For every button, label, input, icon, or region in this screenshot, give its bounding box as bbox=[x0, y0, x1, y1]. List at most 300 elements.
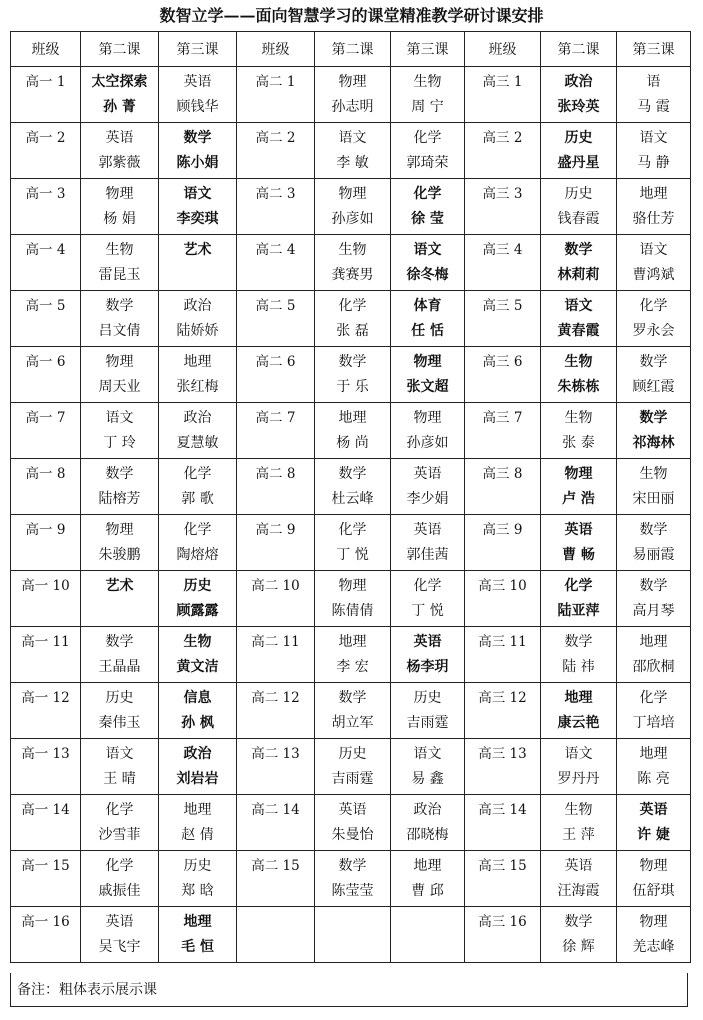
subject-label: 生物 bbox=[413, 74, 442, 90]
subject-label: 语文 bbox=[639, 242, 668, 258]
class-cell bbox=[11, 571, 81, 627]
lesson-cell bbox=[315, 235, 391, 291]
lesson-cell bbox=[315, 67, 391, 123]
lesson-cell bbox=[541, 739, 617, 795]
class-cell bbox=[11, 179, 81, 235]
lesson-cell bbox=[81, 459, 159, 515]
lesson-cell bbox=[81, 403, 159, 459]
lesson-cell bbox=[541, 179, 617, 235]
lesson-cell bbox=[617, 851, 691, 907]
subject-label: 化学 bbox=[639, 298, 668, 314]
class-name: 高二 4 bbox=[255, 242, 296, 258]
teacher-name: 张文超 bbox=[406, 379, 449, 395]
class-name: 高三 4 bbox=[482, 242, 523, 258]
lesson-cell bbox=[81, 515, 159, 571]
teacher-name: 陈倩倩 bbox=[331, 603, 374, 619]
subject-label: 数学 bbox=[639, 354, 668, 370]
lesson-cell bbox=[617, 179, 691, 235]
teacher-name: 郑 晗 bbox=[181, 883, 214, 899]
class-cell bbox=[11, 67, 81, 123]
lesson-cell bbox=[391, 291, 465, 347]
teacher-name: 秦伟玉 bbox=[98, 715, 141, 731]
teacher-name: 吴飞宇 bbox=[98, 939, 141, 955]
subject-label: 地理 bbox=[183, 914, 212, 930]
lesson-cell bbox=[541, 403, 617, 459]
teacher-name: 吉雨霆 bbox=[331, 771, 374, 787]
subject-label: 化学 bbox=[183, 466, 212, 482]
teacher-name: 孙 菁 bbox=[103, 99, 136, 115]
subject-label: 数学 bbox=[183, 130, 212, 146]
header-row bbox=[11, 32, 691, 67]
subject-label: 地理 bbox=[639, 634, 668, 650]
teacher-name: 杜云峰 bbox=[331, 491, 374, 507]
subject-label: 数学 bbox=[564, 634, 593, 650]
lesson-cell bbox=[159, 67, 237, 123]
lesson-cell bbox=[159, 459, 237, 515]
subject-label: 语文 bbox=[105, 746, 134, 762]
subject-label: 化学 bbox=[183, 522, 212, 538]
teacher-name: 宋田丽 bbox=[632, 491, 675, 507]
lesson-cell bbox=[617, 683, 691, 739]
teacher-name: 张玲英 bbox=[557, 99, 600, 115]
lesson-cell bbox=[81, 907, 159, 963]
class-cell bbox=[11, 683, 81, 739]
class-name: 高二 3 bbox=[255, 186, 296, 202]
class-cell bbox=[465, 67, 541, 123]
lesson-cell bbox=[391, 571, 465, 627]
class-cell bbox=[11, 403, 81, 459]
subject-label: 化学 bbox=[413, 578, 442, 594]
subject-label: 语文 bbox=[564, 746, 593, 762]
teacher-name: 杨 尚 bbox=[336, 435, 369, 451]
teacher-name: 马 静 bbox=[637, 155, 670, 171]
subject-label: 生物 bbox=[564, 354, 593, 370]
class-name: 高一 12 bbox=[21, 690, 70, 706]
class-name: 高三 12 bbox=[478, 690, 527, 706]
lesson-cell bbox=[541, 515, 617, 571]
teacher-name: 李奕琪 bbox=[176, 211, 219, 227]
class-name: 高二 12 bbox=[251, 690, 300, 706]
teacher-name: 顾钱华 bbox=[176, 99, 219, 115]
class-name: 高三 11 bbox=[478, 634, 527, 650]
teacher-name: 邵欣桐 bbox=[632, 659, 675, 675]
teacher-name: 郭紫薇 bbox=[98, 155, 141, 171]
subject-label: 地理 bbox=[183, 802, 212, 818]
lesson-cell bbox=[391, 627, 465, 683]
lesson-cell bbox=[159, 851, 237, 907]
subject-label: 艺术 bbox=[183, 242, 212, 258]
subject-label: 体育 bbox=[413, 298, 442, 314]
table-row bbox=[11, 907, 691, 963]
subject-label: 政治 bbox=[183, 410, 212, 426]
class-name: 高一 5 bbox=[25, 298, 66, 314]
class-cell bbox=[11, 347, 81, 403]
class-cell bbox=[237, 683, 315, 739]
teacher-name: 卢 浩 bbox=[562, 491, 595, 507]
class-cell bbox=[465, 291, 541, 347]
subject-label: 英语 bbox=[338, 802, 367, 818]
lesson-cell bbox=[391, 459, 465, 515]
teacher-name: 王晶晶 bbox=[98, 659, 141, 675]
subject-label: 化学 bbox=[564, 578, 593, 594]
teacher-name: 丁 玲 bbox=[103, 435, 136, 451]
teacher-name: 朱骏鹏 bbox=[98, 547, 141, 563]
class-cell bbox=[11, 291, 81, 347]
class-cell bbox=[465, 347, 541, 403]
subject-label: 物理 bbox=[639, 858, 668, 874]
class-cell bbox=[11, 235, 81, 291]
lesson-cell bbox=[541, 683, 617, 739]
subject-label: 历史 bbox=[183, 858, 212, 874]
teacher-name: 孙志明 bbox=[331, 99, 374, 115]
teacher-name: 陈莹莹 bbox=[331, 883, 374, 899]
subject-label: 生物 bbox=[639, 466, 668, 482]
subject-label: 物理 bbox=[639, 914, 668, 930]
subject-label: 地理 bbox=[338, 634, 367, 650]
table-row bbox=[11, 179, 691, 235]
class-cell bbox=[237, 907, 315, 963]
class-cell bbox=[237, 123, 315, 179]
teacher-name: 陆榕芳 bbox=[98, 491, 141, 507]
teacher-name: 郭 歌 bbox=[181, 491, 214, 507]
lesson-cell bbox=[159, 123, 237, 179]
teacher-name: 罗永会 bbox=[632, 323, 675, 339]
teacher-name: 杨李玥 bbox=[406, 659, 449, 675]
class-name: 高三 9 bbox=[482, 522, 523, 538]
subject-label: 地理 bbox=[639, 746, 668, 762]
teacher-name: 孙 枫 bbox=[181, 715, 214, 731]
class-cell bbox=[237, 67, 315, 123]
teacher-name: 徐 辉 bbox=[562, 939, 595, 955]
teacher-name: 丁培培 bbox=[632, 715, 675, 731]
teacher-name: 吉雨霆 bbox=[406, 715, 449, 731]
table-row bbox=[11, 851, 691, 907]
class-name: 高三 1 bbox=[482, 74, 523, 90]
column-header: 第三课 bbox=[391, 32, 465, 67]
table-row bbox=[11, 67, 691, 123]
class-name: 高三 15 bbox=[478, 858, 527, 874]
class-cell bbox=[465, 179, 541, 235]
class-cell bbox=[237, 851, 315, 907]
lesson-cell bbox=[81, 235, 159, 291]
teacher-name: 李 敏 bbox=[336, 155, 369, 171]
class-cell bbox=[237, 179, 315, 235]
teacher-name: 黄文洁 bbox=[176, 659, 219, 675]
subject-label: 历史 bbox=[105, 690, 134, 706]
subject-label: 物理 bbox=[338, 578, 367, 594]
teacher-name: 刘岩岩 bbox=[176, 771, 219, 787]
teacher-name: 郭佳茜 bbox=[406, 547, 449, 563]
subject-label: 数学 bbox=[105, 298, 134, 314]
subject-label: 英语 bbox=[413, 634, 442, 650]
subject-label: 语文 bbox=[413, 242, 442, 258]
column-header: 第三课 bbox=[159, 32, 237, 67]
class-name: 高二 13 bbox=[251, 746, 300, 762]
lesson-cell bbox=[315, 515, 391, 571]
subject-label: 英语 bbox=[564, 522, 593, 538]
lesson-cell bbox=[81, 851, 159, 907]
class-cell bbox=[465, 571, 541, 627]
subject-label: 生物 bbox=[564, 410, 593, 426]
subject-label: 历史 bbox=[183, 578, 212, 594]
lesson-cell bbox=[541, 907, 617, 963]
teacher-name: 许 婕 bbox=[637, 827, 670, 843]
class-name: 高二 5 bbox=[255, 298, 296, 314]
subject-label: 物理 bbox=[338, 186, 367, 202]
subject-label: 语文 bbox=[564, 298, 593, 314]
lesson-cell bbox=[391, 123, 465, 179]
teacher-name: 吕文倩 bbox=[98, 323, 141, 339]
class-name: 高二 1 bbox=[255, 74, 296, 90]
class-name: 高三 10 bbox=[478, 578, 527, 594]
teacher-name: 汪海霞 bbox=[557, 883, 600, 899]
teacher-name: 周天业 bbox=[98, 379, 141, 395]
subject-label: 英语 bbox=[105, 130, 134, 146]
class-cell bbox=[237, 403, 315, 459]
lesson-cell bbox=[81, 571, 159, 627]
teacher-name: 曹 畅 bbox=[562, 547, 595, 563]
class-name: 高一 7 bbox=[25, 410, 66, 426]
lesson-cell bbox=[391, 347, 465, 403]
class-name: 高一 3 bbox=[25, 186, 66, 202]
lesson-cell bbox=[541, 851, 617, 907]
page-title: 数智立学——面向智慧学习的课堂精准教学研讨课安排 bbox=[159, 6, 544, 25]
teacher-name: 杨 娟 bbox=[103, 211, 136, 227]
lesson-cell bbox=[315, 403, 391, 459]
lesson-cell bbox=[159, 235, 237, 291]
class-name: 高二 8 bbox=[255, 466, 296, 482]
teacher-name: 龚赛男 bbox=[331, 267, 374, 283]
teacher-name: 康云艳 bbox=[557, 715, 600, 731]
teacher-name: 任 恬 bbox=[411, 323, 444, 339]
subject-label: 语文 bbox=[338, 130, 367, 146]
remark-note: 备注：粗体表示展示课 bbox=[10, 973, 688, 1007]
class-cell bbox=[11, 851, 81, 907]
lesson-cell bbox=[159, 347, 237, 403]
table-row bbox=[11, 627, 691, 683]
class-name: 高三 8 bbox=[482, 466, 523, 482]
subject-label: 数学 bbox=[338, 858, 367, 874]
lesson-cell bbox=[391, 795, 465, 851]
class-name: 高二 15 bbox=[251, 858, 300, 874]
subject-label: 物理 bbox=[105, 186, 134, 202]
teacher-name: 王 晴 bbox=[103, 771, 136, 787]
subject-label: 历史 bbox=[564, 130, 593, 146]
teacher-name: 罗丹丹 bbox=[557, 771, 600, 787]
class-cell bbox=[465, 123, 541, 179]
lesson-cell bbox=[81, 683, 159, 739]
class-name: 高一 4 bbox=[25, 242, 66, 258]
subject-label: 英语 bbox=[183, 74, 212, 90]
class-name bbox=[237, 907, 314, 910]
subject-label: 化学 bbox=[639, 690, 668, 706]
class-cell bbox=[465, 627, 541, 683]
teacher-name: 沙雪菲 bbox=[98, 827, 141, 843]
table-row bbox=[11, 571, 691, 627]
class-name: 高三 7 bbox=[482, 410, 523, 426]
subject-label: 地理 bbox=[639, 186, 668, 202]
class-cell bbox=[11, 123, 81, 179]
subject-label: 语文 bbox=[183, 186, 212, 202]
lesson-cell bbox=[315, 291, 391, 347]
lesson-cell bbox=[541, 67, 617, 123]
class-cell bbox=[465, 459, 541, 515]
lesson-cell bbox=[541, 459, 617, 515]
teacher-name: 丁 悦 bbox=[336, 547, 369, 563]
class-name: 高三 2 bbox=[482, 130, 523, 146]
subject-label: 地理 bbox=[564, 690, 593, 706]
subject-label: 英语 bbox=[413, 466, 442, 482]
teacher-name: 孙彦如 bbox=[406, 435, 449, 451]
lesson-cell bbox=[159, 291, 237, 347]
lesson-cell bbox=[541, 795, 617, 851]
teacher-name: 盛丹星 bbox=[557, 155, 600, 171]
class-cell bbox=[465, 683, 541, 739]
teacher-name: 羌志峰 bbox=[632, 939, 675, 955]
teacher-name: 伍舒琪 bbox=[632, 883, 675, 899]
subject-label: 物理 bbox=[105, 522, 134, 538]
teacher-name: 李少娟 bbox=[406, 491, 449, 507]
schedule-table bbox=[10, 31, 691, 963]
class-name: 高一 13 bbox=[21, 746, 70, 762]
subject-label: 生物 bbox=[564, 802, 593, 818]
class-name: 高三 3 bbox=[482, 186, 523, 202]
teacher-name: 李 宏 bbox=[336, 659, 369, 675]
subject-label: 化学 bbox=[338, 522, 367, 538]
class-cell bbox=[237, 571, 315, 627]
table-row bbox=[11, 123, 691, 179]
teacher-name: 于 乐 bbox=[336, 379, 369, 395]
class-cell bbox=[11, 459, 81, 515]
lesson-cell bbox=[617, 67, 691, 123]
class-cell bbox=[465, 403, 541, 459]
subject-label: 化学 bbox=[413, 186, 442, 202]
subject-label: 数学 bbox=[639, 578, 668, 594]
subject-label: 艺术 bbox=[105, 578, 134, 594]
lesson-cell bbox=[391, 235, 465, 291]
lesson-cell bbox=[391, 67, 465, 123]
teacher-name: 高月琴 bbox=[632, 603, 675, 619]
teacher-name: 祁海林 bbox=[632, 435, 675, 451]
teacher-name: 朱栋栋 bbox=[557, 379, 600, 395]
lesson-cell bbox=[617, 235, 691, 291]
subject-label: 语 bbox=[646, 74, 661, 90]
lesson-cell bbox=[315, 179, 391, 235]
lesson-cell bbox=[541, 627, 617, 683]
lesson-cell bbox=[81, 291, 159, 347]
lesson-cell bbox=[159, 683, 237, 739]
teacher-name: 陈小娟 bbox=[176, 155, 219, 171]
subject-label: 数学 bbox=[105, 634, 134, 650]
subject-label: 历史 bbox=[413, 690, 442, 706]
teacher-name: 林莉莉 bbox=[557, 267, 600, 283]
lesson-cell bbox=[617, 739, 691, 795]
class-name: 高一 15 bbox=[21, 858, 70, 874]
subject-label: 政治 bbox=[564, 74, 593, 90]
class-cell bbox=[465, 795, 541, 851]
lesson-cell bbox=[617, 459, 691, 515]
teacher-name: 易丽霞 bbox=[632, 547, 675, 563]
teacher-name: 朱曼怡 bbox=[331, 827, 374, 843]
subject-label: 历史 bbox=[338, 746, 367, 762]
lesson-cell bbox=[159, 179, 237, 235]
lesson-cell bbox=[315, 459, 391, 515]
subject-label: 数学 bbox=[639, 522, 668, 538]
column-header: 班级 bbox=[237, 32, 315, 67]
class-name: 高二 10 bbox=[251, 578, 300, 594]
lesson-cell bbox=[315, 851, 391, 907]
class-name: 高一 14 bbox=[21, 802, 70, 818]
lesson-cell bbox=[159, 403, 237, 459]
subject-label: 物理 bbox=[564, 466, 593, 482]
lesson-cell bbox=[81, 67, 159, 123]
lesson-cell bbox=[159, 907, 237, 963]
lesson-cell bbox=[617, 347, 691, 403]
lesson-cell bbox=[315, 123, 391, 179]
class-name: 高二 11 bbox=[251, 634, 300, 650]
teacher-name: 王 萍 bbox=[562, 827, 595, 843]
lesson-cell bbox=[81, 795, 159, 851]
column-header: 第二课 bbox=[315, 32, 391, 67]
subject-label: 数学 bbox=[639, 410, 668, 426]
lesson-cell bbox=[617, 795, 691, 851]
teacher-name: 陶熔熔 bbox=[176, 547, 219, 563]
class-name: 高一 10 bbox=[21, 578, 70, 594]
class-name: 高二 9 bbox=[255, 522, 296, 538]
subject-label: 英语 bbox=[413, 522, 442, 538]
subject-label: 地理 bbox=[338, 410, 367, 426]
class-cell bbox=[465, 851, 541, 907]
subject-label: 物理 bbox=[338, 74, 367, 90]
teacher-name: 周 宁 bbox=[411, 99, 444, 115]
teacher-name: 毛 恒 bbox=[181, 939, 214, 955]
subject-label: 政治 bbox=[413, 802, 442, 818]
subject-label: 生物 bbox=[183, 634, 212, 650]
teacher-name: 黄春霞 bbox=[557, 323, 600, 339]
teacher-name: 顾红霞 bbox=[632, 379, 675, 395]
class-name: 高一 6 bbox=[25, 354, 66, 370]
subject-label: 语文 bbox=[105, 410, 134, 426]
subject-label: 信息 bbox=[183, 690, 212, 706]
class-name: 高一 1 bbox=[25, 74, 66, 90]
teacher-name: 张 泰 bbox=[562, 435, 595, 451]
subject-label: 英语 bbox=[105, 914, 134, 930]
subject-label: 生物 bbox=[105, 242, 134, 258]
class-name: 高三 6 bbox=[482, 354, 523, 370]
lesson-cell bbox=[391, 179, 465, 235]
class-name: 高一 2 bbox=[25, 130, 66, 146]
subject-label: 生物 bbox=[338, 242, 367, 258]
subject-label: 化学 bbox=[105, 802, 134, 818]
class-name: 高一 16 bbox=[21, 914, 70, 930]
class-cell bbox=[237, 739, 315, 795]
column-header: 第三课 bbox=[617, 32, 691, 67]
table-row bbox=[11, 347, 691, 403]
column-header: 班级 bbox=[465, 32, 541, 67]
class-cell bbox=[237, 235, 315, 291]
teacher-name: 钱春霞 bbox=[557, 211, 600, 227]
lesson-cell bbox=[315, 683, 391, 739]
lesson-cell bbox=[315, 571, 391, 627]
teacher-name: 陈 亮 bbox=[637, 771, 670, 787]
class-cell bbox=[11, 907, 81, 963]
teacher-name: 丁 悦 bbox=[411, 603, 444, 619]
column-header: 班级 bbox=[11, 32, 81, 67]
lesson-cell bbox=[81, 123, 159, 179]
teacher-name: 陆亚萍 bbox=[557, 603, 600, 619]
table-row bbox=[11, 291, 691, 347]
class-name: 高一 9 bbox=[25, 522, 66, 538]
